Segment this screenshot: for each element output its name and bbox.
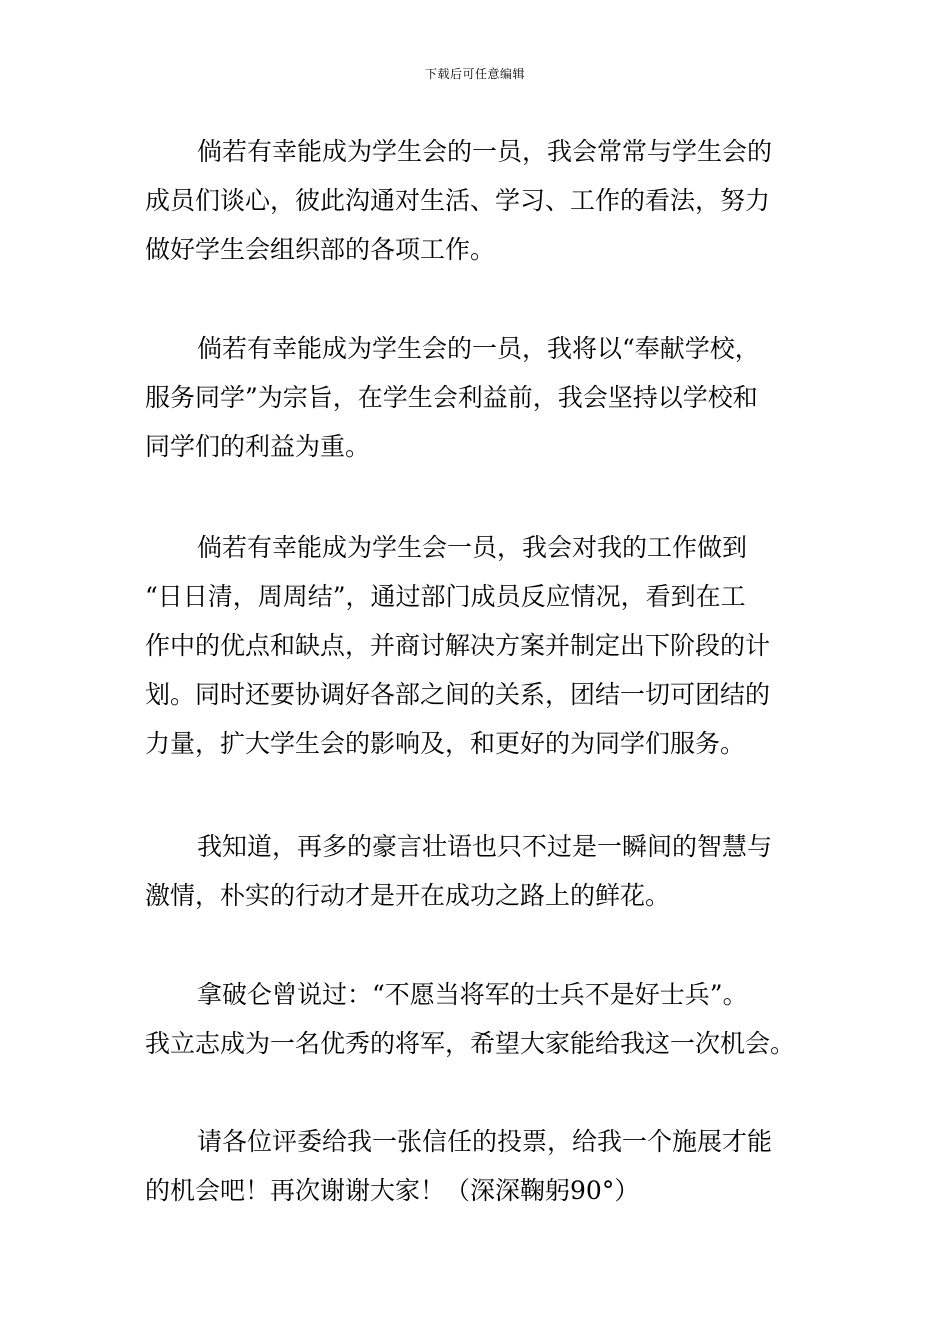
- paragraph-1: [145, 127, 813, 274]
- paragraph-line: 我立志成为一名优秀的将军，希望大家能给我这一次机会。: [145, 1029, 796, 1058]
- paragraph-line: 激情，朴实的行动才是开在成功之路上的鲜花。: [145, 881, 671, 910]
- paragraph-line: 的机会吧！再次谢谢大家！（深深鞠躬90°）: [145, 1176, 640, 1205]
- paragraph-line: 作中的优点和缺点，并商讨解决方案并制定出下阶段的计: [145, 631, 771, 660]
- paragraph-line: 划。同时还要协调好各部之间的关系，团结一切可团结的: [145, 680, 771, 709]
- paragraph-line: 成员们谈心，彼此沟通对生活、学习、工作的看法，努力: [145, 186, 771, 215]
- paragraph-line: “日日清，周周结”，通过部门成员反应情况，看到在工: [145, 582, 746, 611]
- paragraph-line: 请各位评委给我一张信任的投票，给我一个施展才能: [197, 1127, 773, 1156]
- paragraph-2: [145, 324, 813, 471]
- paragraph-line: 做好学生会组织部的各项工作。: [145, 235, 496, 264]
- paragraph-line: 力量，扩大学生会的影响及，和更好的为同学们服务。: [145, 729, 746, 758]
- paragraph-line: 倘若有幸能成为学生会一员，我会对我的工作做到: [197, 533, 748, 562]
- paragraph-line: 服务同学”为宗旨，在学生会利益前，我会坚持以学校和: [145, 383, 758, 412]
- paragraph-line: 同学们的利益为重。: [145, 432, 371, 461]
- paragraph-line: 倘若有幸能成为学生会的一员，我将以“奉献学校，: [197, 334, 760, 363]
- paragraph-6: [145, 1117, 813, 1215]
- paragraph-5: [145, 970, 813, 1068]
- paragraph-4: [145, 822, 813, 920]
- paragraph-line: 拿破仑曾说过：“不愿当将军的士兵不是好士兵”。: [197, 980, 748, 1009]
- paragraph-3: [145, 523, 813, 768]
- page-header: 下载后可任意编辑: [424, 67, 525, 81]
- paragraph-line: 我知道，再多的豪言壮语也只不过是一瞬间的智慧与: [197, 832, 773, 861]
- paragraph-line: 倘若有幸能成为学生会的一员，我会常常与学生会的: [197, 137, 773, 166]
